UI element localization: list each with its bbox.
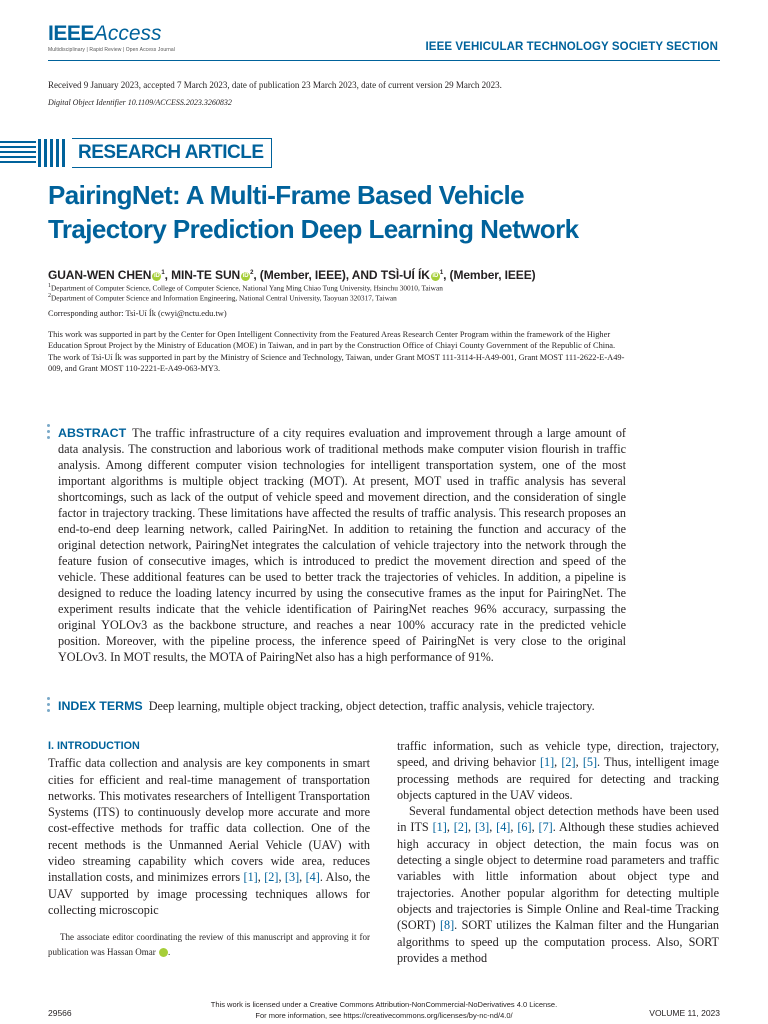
journal-logo [48,22,175,53]
paper-title [48,178,728,246]
index-terms [58,698,658,714]
citation-link[interactable]: [2] [264,870,279,885]
volume-info: VOLUME 11, 2023 [649,1008,720,1018]
received-dates: Received 9 January 2023, accepted 7 March 2023, date of publication 23 March 2023, date of current version 29 March 2023. [48,80,502,90]
article-type-banner [0,136,280,170]
orcid-icon[interactable]: iD [159,948,168,957]
author-2: , MIN-TE SUN [164,268,241,282]
citation-link[interactable]: [1] [243,870,258,885]
title-line-2: Trajectory Prediction Deep Learning Network [48,214,579,244]
article-type-box [72,138,272,168]
logo-ieee-text: IEEE [48,22,94,45]
page-number: 29566 [48,1008,72,1018]
article-type-label: RESEARCH ARTICLE [78,142,264,163]
logo-access-text: Access [93,22,162,45]
citation-link[interactable]: [1] [539,755,555,770]
citation-link[interactable]: [5] [582,755,598,770]
affiliation-1: $^1$Department of Computer Science, College of Computer Science, National Yang Ming Chiao Tung University, Hsinchu 30010, Taiwan [48,283,443,293]
banner-stripes-icon [0,138,70,168]
header-rule [48,60,720,61]
footnote-text: The associate editor coordinating the review of this manuscript and approving it for publication was Hassan Omar [48,932,370,957]
orcid-icon[interactable]: iD [432,273,439,279]
license-line-1: This work is licensed under a Creative Commons Attribution-NonCommercial-NoDerivatives 4.0 License. [210,1000,558,1009]
section-title: IEEE VEHICULAR TECHNOLOGY SOCIETY SECTION [425,41,718,53]
orcid-icon[interactable]: iD [242,273,249,279]
corresponding-author: Corresponding author: Tsì-Uí Ík (cwyi@nctu.edu.tw) [48,309,227,318]
citation-link[interactable]: [4] [305,870,320,885]
citation-link[interactable]: [1] [432,820,447,835]
affiliation-2: $^2$Department of Computer Science and Information Engineering, National Central University, Taoyuan 320317, Taiwan [48,293,397,303]
intro-paragraph-1-cont: traffic information, such as vehicle type, direction, trajectory, speed, and driving behavior [1], [2], [5]. Thus, intelligent image processing methods are required for detecting and tracking objects captured in the UAV videos. [397,739,719,802]
index-terms-dots-icon [47,697,50,715]
right-column [397,738,719,966]
abstract [58,425,626,665]
author-3-affiliation: 1 [439,270,444,276]
affiliation-2-text: Department of Computer Science and Information Engineering, National Central University, Taoyuan 320317, Taiwan [51,293,397,303]
license-link[interactable]: For more information, see https://creativecommons.org/licenses/by-nc-nd/4.0/ [255,1011,513,1020]
citation-link[interactable]: [3] [474,820,490,835]
index-terms-text: Deep learning, multiple object tracking, object detection, traffic analysis, vehicle trajectory. [148,699,595,713]
author-2-affiliation: 2 [250,270,254,276]
author-1-affiliation: 1 [161,270,165,276]
section-heading-introduction: I. INTRODUCTION [48,740,140,752]
author-2-suffix: , (Member, IEEE), AND TSÌ-UÍ ÍK [253,268,430,282]
logo-tagline: Multidisciplinary | Rapid Review | Open Access Journal [48,47,175,53]
citation-link[interactable]: [6] [517,820,532,835]
title-line-1: PairingNet: A Multi-Frame Based Vehicle [48,180,525,210]
affiliation-1-text: Department of Computer Science, College of Computer Science, National Yang Ming Chiao Tung University, Hsinchu 30010, Taiwan [51,283,443,293]
doi[interactable]: Digital Object Identifier 10.1109/ACCESS.2023.3260832 [48,98,232,107]
citation-link[interactable]: [7] [538,820,553,835]
abstract-text: The traffic infrastructure of a city requires evaluation and improvement through a large amount of data analysis. The construction and laborious work of traditional methods make computer vision flourish in traffic analysis. Among different computer vision technologies for intelligent transportation system, one of the most important algorithms is multiple object tracking (MOT). At present, MOT used in traffic analysis has several shortcomings, such as lack of the output of vehicle speed and movement direction, and the consideration of single factor in trajectory tracking. These limitations have affected the results of traffic analysis. This research proposes an end-to-end deep learning network, called PairingNet. In addition to retaining the function and accuracy of the original detection network, PairingNet integrates the calculation of vehicle trajectory into the network through the feature fusion of consecutive images, which is introduced to predict the movement direction and speed of the vehicle. These additional features can be used to better track the trajectories of vehicles. In addition, a pipeline is designed to reduce the loading latency incurred by using the consecutive frames as the input for PairingNet. The experiment results indicate that the vehicle identification of PairingNet reaches 96% accuracy, surpassing the original YOLOv3 as the backbone structure, and reaches a near 100% accuracy rate in the predicted vehicle position. Moreover, with the pipeline process, the inference speed of PairingNet is very close to the original YOLOv3. In MOT results, the MOTA of PairingNet also has a high performance of 91%. [58,426,626,664]
funding-statement: This work was supported in part by the Center for Open Intelligent Connectivity from the Featured Areas Research Center Program within the framework of the Higher Education Sprout Project by the Ministry of Education (MOE) in Taiwan, and in part by the Construction Office of Chiayi County Government of the Republic of China. The work of Tsì-Uí Ík was supported in part by the Ministry of Science and Technology, Taiwan, under Grant MOST 111-3114-H-A49-001, Grant MOST 111-2622-E-A49-009, and Grant MOST 110-2221-E-A49-063-MY3. [48,330,625,374]
citation-link[interactable]: [8] [439,918,455,933]
editor-footnote: The associate editor coordinating the review of this manuscript and approving it for publication was Hassan Omar iD. [48,932,370,957]
citation-link[interactable]: [4] [496,820,511,835]
citation-link[interactable]: [2] [453,820,468,835]
abstract-label: ABSTRACT [58,426,127,440]
citation-link[interactable]: [2] [561,755,576,770]
intro-paragraph-1: Traffic data collection and analysis are key components in smart cities for efficient and real-time management of transportation networks. This motivates researchers of Intelligent Transportation Systems (ITS) to continuously develop more accurate and more cost-effective methods for traffic data collection. One of the recent methods is the Unmanned Aerial Vehicle (UAV) with video streaming capability which covers wide area, reduces installation costs, and minimizes errors [1], [2], [3], [4]. Also, the UAV supported by image processing techniques allows for collecting microscopic [48,756,371,917]
author-list [48,268,536,282]
citation-link[interactable]: [3] [284,870,300,885]
index-terms-label: INDEX TERMS [58,699,143,713]
author-1: GUAN-WEN CHEN [48,268,152,282]
orcid-icon[interactable]: iD [153,273,160,279]
abstract-dots-icon [47,424,50,442]
author-3-suffix: , (Member, IEEE) [443,268,536,282]
intro-paragraph-2: Several fundamental object detection methods have been used in ITS [1], [2], [3], [4], [6], [7]. Although these studies achieved high accuracy in object detection, the main focus was on detecting a single object to determine road parameters and traffic variables with little information about object type and trajectories. Another popular algorithm for detecting multiple objects and trajectories is Simple Online and Real-time Tracking (SORT) [8]. SORT utilizes the Kalman filter and the Hungarian algorithms to speed up the computation process. Also, SORT provides a method [397,804,720,965]
left-column [48,738,370,918]
